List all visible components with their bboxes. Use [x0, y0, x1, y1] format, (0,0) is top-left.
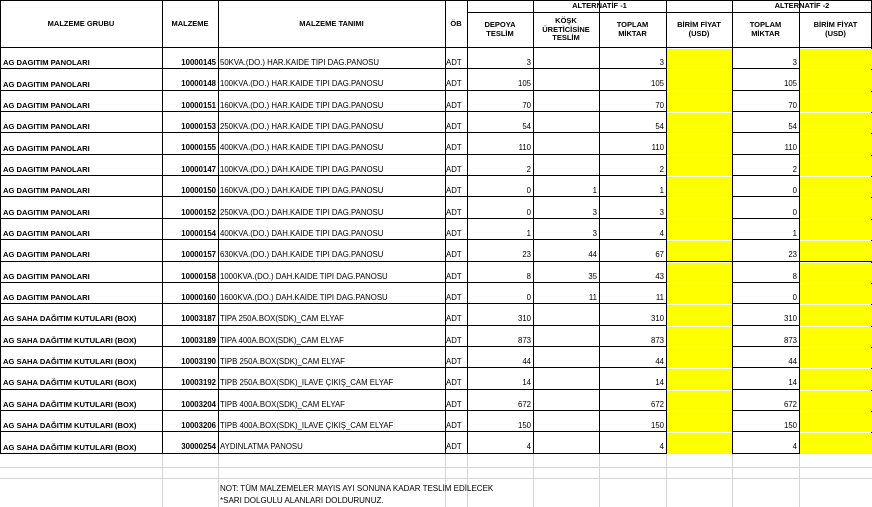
cell-total-alt2[interactable]: 1 — [792, 228, 797, 238]
cell-material[interactable]: 10003189 — [181, 335, 216, 345]
cell-depot[interactable]: 70 — [522, 100, 531, 110]
cell-price-alt1[interactable] — [667, 220, 732, 240]
cell-total-alt2[interactable]: 44 — [788, 356, 797, 366]
cell-unit[interactable]: ADT — [446, 378, 462, 388]
cell-price-alt1[interactable] — [667, 327, 732, 347]
cell-price-alt2[interactable] — [800, 92, 872, 112]
header-unit: ÖB — [450, 18, 462, 28]
cell-depot[interactable]: 2 — [526, 164, 531, 174]
cell-material[interactable]: 10000147 — [181, 164, 216, 174]
grid-line — [218, 454, 219, 507]
cell-price-alt2[interactable] — [800, 433, 872, 453]
cell-total-alt1[interactable]: 44 — [655, 356, 664, 366]
cell-material[interactable]: 10000158 — [181, 271, 216, 281]
cell-material[interactable]: 10003187 — [181, 314, 216, 324]
cell-group[interactable]: AG DAGITIM PANOLARI — [3, 229, 90, 238]
cell-price-alt2[interactable] — [800, 348, 872, 368]
cell-total-alt1[interactable]: 67 — [655, 250, 664, 260]
cell-total-alt1[interactable]: 150 — [650, 421, 664, 431]
cell-material[interactable]: 10003206 — [181, 421, 216, 431]
cell-unit[interactable]: ADT — [446, 442, 462, 452]
cell-kiosk[interactable] — [533, 420, 599, 432]
cell-price-alt1[interactable] — [667, 113, 732, 133]
cell-material[interactable]: 10000150 — [181, 186, 216, 196]
cell-kiosk[interactable] — [533, 399, 599, 411]
cell-depot[interactable]: 672 — [517, 399, 531, 409]
header-depot: DEPOYA TESLİM — [484, 20, 516, 38]
cell-material[interactable]: 10000152 — [181, 207, 216, 217]
cell-price-alt1[interactable] — [667, 284, 732, 304]
cell-total-alt1[interactable]: 3 — [659, 207, 664, 217]
header-total-alt2: TOPLAM MİKTAR — [749, 20, 782, 38]
cell-unit[interactable]: ADT — [446, 79, 462, 89]
cell-total-alt1[interactable]: 4 — [659, 442, 664, 452]
cell-total-alt2[interactable]: 105 — [783, 79, 797, 89]
cell-price-alt1[interactable] — [667, 412, 732, 432]
grid-line — [666, 454, 667, 507]
cell-group[interactable]: AG DAGITIM PANOLARI — [3, 186, 90, 196]
cell-depot[interactable]: 0 — [526, 186, 531, 196]
cell-unit[interactable]: ADT — [446, 186, 462, 196]
cell-material[interactable]: 10000157 — [181, 250, 216, 260]
cell-price-alt1[interactable] — [667, 433, 732, 453]
cell-depot[interactable]: 873 — [517, 335, 531, 345]
cell-description[interactable]: TIPB 400A.BOX(SDK)_CAM ELYAF — [220, 399, 345, 409]
grid-line — [0, 478, 872, 479]
cell-group[interactable]: AG SAHA DAĞITIM KUTULARI (BOX) — [3, 357, 137, 367]
cell-material[interactable]: 10003190 — [181, 356, 216, 366]
cell-total-alt2[interactable]: 4 — [792, 442, 797, 452]
grid-line — [533, 454, 534, 507]
cell-group[interactable]: AG DAGITIM PANOLARI — [3, 100, 90, 110]
note-delivery: NOT: TÜM MALZEMELER MAYIS AYI SONUNA KADAR TESLİM EDİLECEK — [220, 484, 494, 493]
cell-price-alt2[interactable] — [800, 49, 872, 69]
cell-total-alt2[interactable]: 310 — [783, 314, 797, 324]
cell-kiosk[interactable] — [533, 78, 599, 90]
cell-kiosk[interactable] — [533, 57, 599, 69]
cell-kiosk[interactable] — [533, 121, 599, 133]
cell-price-alt2[interactable] — [800, 412, 872, 432]
cell-group[interactable]: AG SAHA DAĞITIM KUTULARI (BOX) — [3, 314, 137, 324]
cell-description[interactable]: 400KVA.(DO.) DAH.KAIDE TIPI DAG.PANOSU — [220, 228, 384, 238]
cell-material[interactable]: 10000145 — [181, 58, 216, 68]
cell-description[interactable]: 160KVA.(DO.) HAR.KAIDE TIPI DAG.PANOSU — [220, 100, 384, 110]
cell-depot[interactable]: 110 — [518, 143, 531, 153]
cell-group[interactable]: AG DAGITIM PANOLARI — [3, 79, 90, 89]
cell-group[interactable]: AG DAGITIM PANOLARI — [3, 122, 90, 132]
cell-kiosk[interactable] — [533, 142, 599, 154]
cell-material[interactable]: 10000160 — [181, 292, 216, 302]
cell-price-alt2[interactable] — [800, 369, 872, 389]
cell-total-alt2[interactable]: 110 — [784, 143, 797, 153]
cell-total-alt1[interactable]: 310 — [650, 314, 664, 324]
header-kiosk: KÖŞK ÜRETİCİSİNE TESLİM — [542, 16, 590, 43]
cell-unit[interactable]: ADT — [446, 399, 462, 409]
cell-total-alt2[interactable]: 0 — [792, 207, 797, 217]
cell-price-alt1[interactable] — [667, 241, 732, 261]
cell-group[interactable]: AG DAGITIM PANOLARI — [3, 271, 90, 281]
cell-unit[interactable]: ADT — [446, 335, 462, 345]
cell-group[interactable]: AG SAHA DAĞITIM KUTULARI (BOX) — [3, 421, 137, 431]
cell-depot[interactable]: 310 — [517, 314, 531, 324]
cell-description[interactable]: 1000KVA.(DO.) DAH.KAIDE TIPI DAG.PANOSU — [220, 271, 388, 281]
cell-price-alt1[interactable] — [667, 156, 732, 176]
cell-group[interactable]: AG SAHA DAĞITIM KUTULARI (BOX) — [3, 442, 137, 452]
cell-total-alt2[interactable]: 14 — [788, 378, 797, 388]
cell-price-alt1[interactable] — [667, 177, 732, 197]
cell-unit[interactable]: ADT — [446, 421, 462, 431]
cell-total-alt1[interactable]: 105 — [650, 79, 664, 89]
grid-line — [162, 454, 163, 507]
cell-description[interactable]: 160KVA.(DO.) DAH.KAIDE TIPI DAG.PANOSU — [220, 186, 384, 196]
cell-description[interactable]: 400KVA.(DO.) HAR.KAIDE TIPI DAG.PANOSU — [220, 143, 384, 153]
cell-price-alt2[interactable] — [800, 284, 872, 304]
cell-price-alt1[interactable] — [667, 70, 732, 90]
cell-price-alt1[interactable] — [667, 348, 732, 368]
cell-unit[interactable]: ADT — [446, 207, 462, 217]
cell-kiosk[interactable] — [533, 441, 599, 453]
cell-group[interactable]: AG SAHA DAĞITIM KUTULARI (BOX) — [3, 335, 137, 345]
grid-line — [732, 454, 733, 507]
cell-depot[interactable]: 8 — [526, 271, 531, 281]
cell-total-alt2[interactable]: 70 — [788, 100, 797, 110]
cell-price-alt2[interactable] — [800, 134, 872, 154]
cell-kiosk[interactable]: 11 — [588, 292, 597, 302]
cell-kiosk[interactable] — [533, 356, 599, 368]
cell-unit[interactable]: ADT — [446, 122, 462, 132]
cell-material[interactable]: 10000151 — [181, 100, 216, 110]
cell-depot[interactable]: 44 — [522, 356, 531, 366]
cell-description[interactable]: 100KVA.(DO.) HAR.KAIDE TIPI DAG.PANOSU — [220, 79, 384, 89]
cell-unit[interactable]: ADT — [446, 58, 462, 68]
cell-kiosk[interactable]: 35 — [588, 271, 597, 281]
cell-price-alt1[interactable] — [667, 263, 732, 283]
cell-price-alt1[interactable] — [667, 92, 732, 112]
cell-total-alt2[interactable]: 3 — [792, 58, 797, 68]
cell-material[interactable]: 30000254 — [181, 442, 216, 452]
cell-total-alt1[interactable]: 43 — [655, 271, 664, 281]
cell-total-alt1[interactable]: 54 — [655, 122, 664, 132]
cell-depot[interactable]: 150 — [517, 421, 531, 431]
header-price-alt1: BİRİM FİYAT (USD) — [677, 20, 721, 38]
cell-unit[interactable]: ADT — [446, 100, 462, 110]
cell-total-alt2[interactable]: 0 — [792, 186, 797, 196]
cell-depot[interactable]: 14 — [522, 378, 531, 388]
cell-total-alt2[interactable]: 150 — [783, 421, 797, 431]
cell-total-alt1[interactable]: 4 — [659, 228, 664, 238]
cell-kiosk[interactable]: 3 — [592, 207, 597, 217]
cell-depot[interactable]: 105 — [517, 79, 531, 89]
cell-price-alt2[interactable] — [800, 70, 872, 90]
cell-kiosk[interactable] — [533, 164, 599, 176]
cell-price-alt2[interactable] — [800, 113, 872, 133]
cell-total-alt2[interactable]: 0 — [792, 292, 797, 302]
cell-kiosk[interactable]: 1 — [592, 186, 597, 196]
cell-price-alt2[interactable] — [800, 391, 872, 411]
cell-total-alt1[interactable]: 2 — [659, 164, 664, 174]
cell-description[interactable]: 630KVA.(DO.) DAH.KAIDE TIPI DAG.PANOSU — [220, 250, 384, 260]
cell-total-alt2[interactable]: 23 — [788, 250, 797, 260]
cell-depot[interactable]: 0 — [526, 207, 531, 217]
cell-kiosk[interactable]: 3 — [592, 228, 597, 238]
cell-description[interactable]: 250KVA.(DO.) HAR.KAIDE TIPI DAG.PANOSU — [220, 122, 384, 132]
header-material: MALZEME — [171, 18, 209, 28]
grid-line — [799, 454, 800, 507]
cell-kiosk[interactable] — [533, 377, 599, 389]
cell-total-alt1[interactable]: 14 — [655, 378, 664, 388]
cell-group[interactable]: AG SAHA DAĞITIM KUTULARI (BOX) — [3, 378, 137, 388]
cell-depot[interactable]: 1 — [526, 228, 531, 238]
cell-price-alt2[interactable] — [800, 220, 872, 240]
cell-group[interactable]: AG SAHA DAĞITIM KUTULARI (BOX) — [3, 399, 137, 409]
grid-line — [445, 454, 446, 507]
cell-price-alt1[interactable] — [667, 198, 732, 218]
header-total-alt1: TOPLAM MİKTAR — [616, 20, 649, 38]
cell-total-alt2[interactable]: 8 — [792, 271, 797, 281]
cell-depot[interactable]: 0 — [526, 292, 531, 302]
cell-material[interactable]: 10003204 — [181, 399, 216, 409]
cell-kiosk[interactable] — [533, 335, 599, 347]
cell-description[interactable]: 100KVA.(DO.) DAH.KAIDE TIPI DAG.PANOSU — [220, 164, 384, 174]
cell-description[interactable]: TIPB 400A.BOX(SDK)_ILAVE ÇIKIŞ_CAM ELYAF — [220, 421, 394, 431]
cell-depot[interactable]: 23 — [522, 250, 531, 260]
cell-material[interactable]: 10003192 — [181, 378, 216, 388]
cell-price-alt2[interactable] — [800, 156, 872, 176]
cell-group[interactable]: AG DAGITIM PANOLARI — [3, 58, 90, 68]
cell-group[interactable]: AG DAGITIM PANOLARI — [3, 143, 90, 153]
cell-description[interactable]: TIPB 250A.BOX(SDK)_ILAVE ÇIKIŞ_CAM ELYAF — [220, 378, 394, 388]
cell-unit[interactable]: ADT — [446, 314, 462, 324]
note-fill-yellow: *SARI DOLGULU ALANLARI DOLDURUNUZ. — [220, 496, 384, 505]
cell-description[interactable]: TIPA 250A.BOX(SDK)_CAM ELYAF — [220, 314, 344, 324]
cell-unit[interactable]: ADT — [446, 292, 462, 302]
cell-total-alt2[interactable]: 2 — [792, 164, 797, 174]
cell-total-alt1[interactable]: 1 — [659, 186, 664, 196]
cell-depot[interactable]: 4 — [526, 442, 531, 452]
header-alt2: ALTERNATİF -2 — [774, 0, 830, 10]
cell-unit[interactable]: ADT — [446, 271, 462, 281]
header-alt1: ALTERNATİF -1 — [572, 0, 627, 10]
cell-price-alt2[interactable] — [800, 263, 872, 283]
cell-material[interactable]: 10000154 — [181, 228, 216, 238]
cell-description[interactable]: AYDINLATMA PANOSU — [220, 442, 303, 452]
cell-kiosk[interactable] — [533, 313, 599, 325]
cell-price-alt1[interactable] — [667, 49, 732, 69]
cell-price-alt2[interactable] — [800, 305, 872, 325]
cell-price-alt1[interactable] — [667, 134, 732, 154]
cell-unit[interactable]: ADT — [446, 164, 462, 174]
grid-line — [0, 261, 872, 262]
cell-description[interactable]: 1600KVA.(DO.) DAH.KAIDE TIPI DAG.PANOSU — [220, 292, 388, 302]
cell-material[interactable]: 10000148 — [181, 79, 216, 89]
cell-material[interactable]: 10000153 — [181, 122, 216, 132]
header-group: MALZEME GRUBU — [47, 18, 115, 28]
cell-material[interactable]: 10000155 — [181, 143, 216, 153]
cell-price-alt2[interactable] — [800, 327, 872, 347]
cell-description[interactable]: 50KVA.(DO.) HAR.KAIDE TIPI DAG.PANOSU — [220, 58, 380, 68]
grid-line — [599, 454, 600, 507]
cell-group[interactable]: AG DAGITIM PANOLARI — [3, 207, 90, 217]
cell-price-alt1[interactable] — [667, 369, 732, 389]
cell-total-alt1[interactable]: 70 — [655, 100, 664, 110]
cell-group[interactable]: AG DAGITIM PANOLARI — [3, 250, 90, 260]
cell-unit[interactable]: ADT — [446, 143, 462, 153]
cell-total-alt1[interactable]: 11 — [655, 292, 664, 302]
cell-price-alt2[interactable] — [800, 177, 872, 197]
cell-unit[interactable]: ADT — [446, 250, 462, 260]
cell-depot[interactable]: 54 — [522, 122, 531, 132]
cell-group[interactable]: AG DAGITIM PANOLARI — [3, 293, 90, 303]
cell-kiosk[interactable] — [533, 100, 599, 112]
header-price-alt2: BİRİM FİYAT (USD) — [813, 20, 858, 38]
cell-depot[interactable]: 3 — [526, 58, 531, 68]
cell-price-alt1[interactable] — [667, 305, 732, 325]
cell-total-alt2[interactable]: 873 — [783, 335, 797, 345]
cell-price-alt2[interactable] — [800, 241, 872, 261]
grid-line — [0, 467, 872, 468]
cell-total-alt1[interactable]: 3 — [659, 58, 664, 68]
cell-total-alt2[interactable]: 54 — [788, 122, 797, 132]
cell-group[interactable]: AG DAGITIM PANOLARI — [3, 164, 90, 174]
header-description: MALZEME TANIMI — [299, 18, 364, 28]
grid-line — [467, 454, 468, 507]
cell-total-alt1[interactable]: 672 — [650, 399, 664, 409]
cell-kiosk[interactable]: 44 — [588, 250, 597, 260]
cell-description[interactable]: 250KVA.(DO.) DAH.KAIDE TIPI DAG.PANOSU — [220, 207, 384, 217]
cell-unit[interactable]: ADT — [446, 228, 462, 238]
cell-total-alt2[interactable]: 672 — [783, 399, 797, 409]
cell-description[interactable]: TIPB 250A.BOX(SDK)_CAM ELYAF — [220, 356, 345, 366]
cell-price-alt1[interactable] — [667, 391, 732, 411]
cell-price-alt2[interactable] — [800, 198, 872, 218]
cell-total-alt1[interactable]: 110 — [651, 143, 664, 153]
cell-total-alt1[interactable]: 873 — [650, 335, 664, 345]
cell-description[interactable]: TIPA 400A.BOX(SDK)_CAM ELYAF — [220, 335, 344, 345]
cell-unit[interactable]: ADT — [446, 356, 462, 366]
